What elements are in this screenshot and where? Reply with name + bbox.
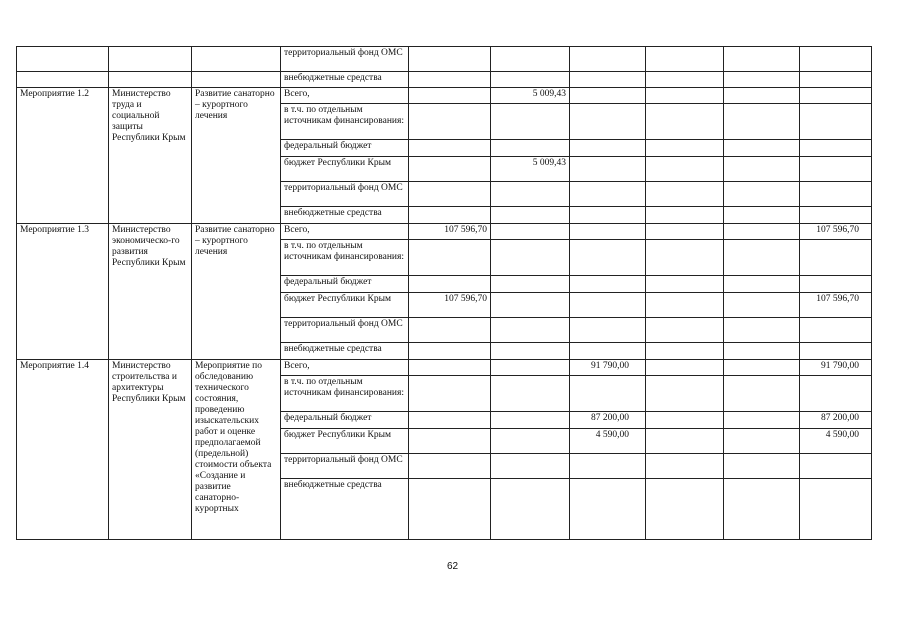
amount-cell bbox=[724, 376, 800, 412]
amount-cell bbox=[646, 454, 724, 479]
funding-source: внебюджетные средства bbox=[281, 479, 409, 540]
funding-source: федеральный бюджет bbox=[281, 412, 409, 429]
amount-cell: 107 596,70 bbox=[800, 224, 872, 240]
amount-cell bbox=[646, 157, 724, 182]
amount-cell bbox=[646, 360, 724, 376]
amount-cell bbox=[646, 412, 724, 429]
amount-cell bbox=[409, 88, 491, 104]
funding-source: в т.ч. по отдельным источникам финансирования: bbox=[281, 376, 409, 412]
amount-cell: 91 790,00 bbox=[800, 360, 872, 376]
activity-description: Развитие санаторно – курортного лечения bbox=[192, 88, 281, 224]
amount-cell bbox=[800, 104, 872, 140]
amount-cell bbox=[800, 207, 872, 224]
amount-cell bbox=[491, 224, 570, 240]
amount-cell bbox=[724, 293, 800, 318]
amount-cell bbox=[724, 343, 800, 360]
amount-cell bbox=[724, 224, 800, 240]
amount-cell bbox=[409, 479, 491, 540]
amount-cell bbox=[646, 207, 724, 224]
amount-cell bbox=[800, 479, 872, 540]
amount-cell bbox=[491, 293, 570, 318]
amount-cell bbox=[800, 276, 872, 293]
amount-cell: 107 596,70 bbox=[409, 224, 491, 240]
funding-source: Всего, bbox=[281, 360, 409, 376]
amount-cell bbox=[724, 412, 800, 429]
amount-cell bbox=[491, 140, 570, 157]
amount-cell bbox=[800, 140, 872, 157]
amount-cell bbox=[409, 276, 491, 293]
amount-cell bbox=[800, 240, 872, 276]
amount-cell bbox=[570, 140, 646, 157]
funding-source: бюджет Республики Крым bbox=[281, 429, 409, 454]
funding-source: в т.ч. по отдельным источникам финансирования: bbox=[281, 104, 409, 140]
amount-cell bbox=[409, 207, 491, 224]
amount-cell: 87 200,00 bbox=[800, 412, 872, 429]
funding-table bbox=[16, 46, 872, 540]
funding-source: бюджет Республики Крым bbox=[281, 157, 409, 182]
funding-source: федеральный бюджет bbox=[281, 276, 409, 293]
table-row bbox=[17, 47, 872, 72]
activity-executor: Министерство строительства и архитектуры Республики Крым bbox=[109, 360, 192, 540]
amount-cell bbox=[491, 207, 570, 224]
amount-cell bbox=[724, 479, 800, 540]
activity-name: Мероприятие 1.2 bbox=[17, 88, 109, 224]
amount-cell bbox=[409, 140, 491, 157]
amount-cell bbox=[646, 224, 724, 240]
funding-source: территориальный фонд ОМС bbox=[281, 182, 409, 207]
amount-cell bbox=[646, 343, 724, 360]
amount-cell bbox=[800, 88, 872, 104]
page-number: 62 bbox=[446, 561, 459, 572]
funding-source: территориальный фонд ОМС bbox=[281, 318, 409, 343]
amount-cell: 5 009,43 bbox=[491, 157, 570, 182]
amount-cell: 4 590,00 bbox=[570, 429, 646, 454]
amount-cell bbox=[409, 182, 491, 207]
amount-cell bbox=[800, 376, 872, 412]
activity-executor: Министерство экономическо-го развития Республики Крым bbox=[109, 224, 192, 360]
executor-cell bbox=[109, 47, 192, 72]
amount-cell bbox=[570, 293, 646, 318]
amount-cell bbox=[491, 454, 570, 479]
amount-cell bbox=[724, 240, 800, 276]
amount-cell bbox=[409, 104, 491, 140]
amount-cell bbox=[646, 88, 724, 104]
activity-description: Развитие санаторно – курортного лечения bbox=[192, 224, 281, 360]
amount-cell: 107 596,70 bbox=[409, 293, 491, 318]
amount-cell bbox=[570, 318, 646, 343]
funding-source: Всего, bbox=[281, 224, 409, 240]
amount-cell bbox=[409, 454, 491, 479]
amount-cell bbox=[724, 276, 800, 293]
amount-cell bbox=[409, 318, 491, 343]
amount-cell bbox=[646, 293, 724, 318]
amount-cell bbox=[800, 182, 872, 207]
activity-description: Мероприятие по обследованию технического состояния, проведению изыскательских работ и оценке предполагаемой (предельной) стоимости объекта «Создание и развитие санаторно-курортных bbox=[192, 360, 281, 540]
amount-cell bbox=[491, 479, 570, 540]
funding-source: Всего, bbox=[281, 88, 409, 104]
funding-source: территориальный фонд ОМС bbox=[281, 454, 409, 479]
amount-cell bbox=[409, 157, 491, 182]
amount-cell bbox=[570, 182, 646, 207]
amount-cell bbox=[724, 454, 800, 479]
table-row bbox=[17, 360, 872, 376]
amount-cell bbox=[724, 318, 800, 343]
amount-cell bbox=[570, 479, 646, 540]
amount-cell bbox=[491, 376, 570, 412]
amount-cell: 91 790,00 bbox=[570, 360, 646, 376]
funding-source: бюджет Республики Крым bbox=[281, 293, 409, 318]
amount-cell bbox=[491, 318, 570, 343]
activity-name: Мероприятие 1.3 bbox=[17, 224, 109, 360]
amount-cell bbox=[491, 240, 570, 276]
amount-cell bbox=[724, 157, 800, 182]
amount-cell bbox=[646, 276, 724, 293]
amount-cell bbox=[646, 104, 724, 140]
table-row bbox=[17, 88, 872, 104]
activity-executor: Министерство труда и социальной защиты Республики Крым bbox=[109, 88, 192, 224]
amount-cell bbox=[646, 140, 724, 157]
funding-source: внебюджетные средства bbox=[281, 207, 409, 224]
activity-cell bbox=[17, 47, 109, 72]
amount-cell bbox=[724, 207, 800, 224]
amount-cell bbox=[570, 207, 646, 224]
amount-cell bbox=[570, 157, 646, 182]
amount-cell bbox=[800, 157, 872, 182]
source-cell: территориальный фонд ОМС bbox=[281, 47, 409, 72]
amount-cell bbox=[491, 276, 570, 293]
amount-cell bbox=[570, 240, 646, 276]
amount-cell bbox=[409, 240, 491, 276]
table-row bbox=[17, 72, 872, 88]
amount-cell bbox=[724, 88, 800, 104]
amount-cell: 5 009,43 bbox=[491, 88, 570, 104]
amount-cell bbox=[491, 429, 570, 454]
description-cell bbox=[192, 47, 281, 72]
amount-cell bbox=[800, 343, 872, 360]
amount-cell bbox=[409, 412, 491, 429]
amount-cell bbox=[570, 88, 646, 104]
amount-cell bbox=[800, 318, 872, 343]
amount-cell bbox=[646, 182, 724, 207]
amount-cell bbox=[570, 343, 646, 360]
amount-cell bbox=[491, 104, 570, 140]
amount-cell bbox=[491, 360, 570, 376]
amount-cell bbox=[646, 479, 724, 540]
amount-cell bbox=[491, 343, 570, 360]
amount-cell bbox=[570, 376, 646, 412]
amount-cell bbox=[570, 224, 646, 240]
table-row bbox=[17, 224, 872, 240]
amount-cell bbox=[570, 454, 646, 479]
amount-cell bbox=[724, 429, 800, 454]
amount-cell bbox=[724, 104, 800, 140]
funding-source: внебюджетные средства bbox=[281, 343, 409, 360]
amount-cell bbox=[409, 429, 491, 454]
amount-cell: 4 590,00 bbox=[800, 429, 872, 454]
amount-cell bbox=[724, 140, 800, 157]
amount-cell bbox=[646, 376, 724, 412]
amount-cell bbox=[724, 182, 800, 207]
activity-name: Мероприятие 1.4 bbox=[17, 360, 109, 540]
amount-cell bbox=[409, 360, 491, 376]
amount-cell bbox=[409, 376, 491, 412]
funding-source: федеральный бюджет bbox=[281, 140, 409, 157]
amount-cell bbox=[646, 429, 724, 454]
amount-cell: 87 200,00 bbox=[570, 412, 646, 429]
source-cell: внебюджетные средства bbox=[281, 72, 409, 88]
amount-cell bbox=[646, 240, 724, 276]
amount-cell bbox=[570, 104, 646, 140]
amount-cell bbox=[491, 182, 570, 207]
amount-cell bbox=[724, 360, 800, 376]
amount-cell bbox=[409, 343, 491, 360]
amount-cell bbox=[491, 412, 570, 429]
amount-cell bbox=[570, 276, 646, 293]
amount-cell bbox=[800, 454, 872, 479]
amount-cell bbox=[646, 318, 724, 343]
funding-source: в т.ч. по отдельным источникам финансирования: bbox=[281, 240, 409, 276]
amount-cell: 107 596,70 bbox=[800, 293, 872, 318]
